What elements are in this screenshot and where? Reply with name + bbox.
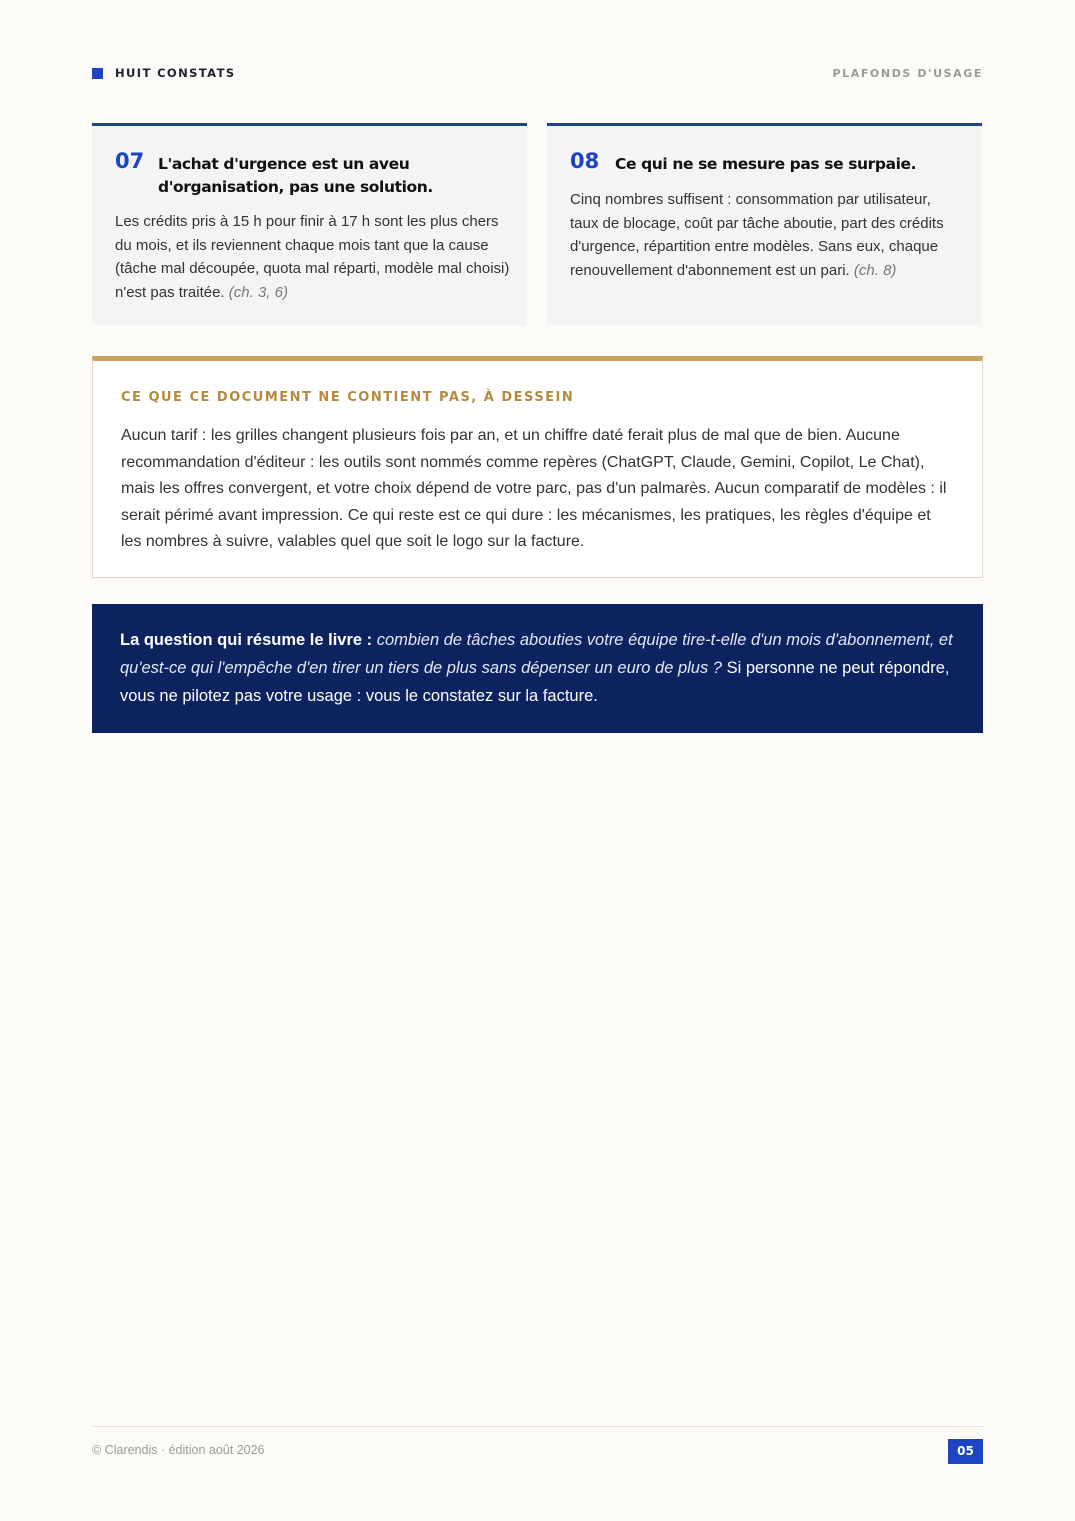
footer-credit: © Clarendis · édition août 2026 bbox=[92, 1443, 265, 1457]
finding-card-08 bbox=[547, 123, 982, 325]
page-number: 05 bbox=[948, 1439, 983, 1464]
finding-number: 08 bbox=[570, 149, 600, 173]
section-marker bbox=[92, 66, 236, 80]
footer-divider bbox=[92, 1426, 983, 1427]
chapter-reference: (ch. 3, 6) bbox=[228, 284, 288, 302]
banner-question: combien de tâches abouties votre équipe tire-t-elle d'un mois d'abonnement, et qu'est-ce qui l'empêche d'en tirer un tiers de plus sans dépenser un euro de plus ? bbox=[120, 631, 953, 677]
disclaimer-label: CE QUE CE DOCUMENT NE CONTIENT PAS, À DESSEIN bbox=[121, 390, 575, 405]
finding-body bbox=[115, 210, 510, 305]
key-question-banner bbox=[92, 604, 983, 733]
finding-text: Cinq nombres suffisent : consommation par utilisateur, taux de blocage, coût par tâche aboutie, part des crédits d'urgence, répartition entre modèles. Sans eux, chaque renouvellement d'abonnement est un pari. bbox=[570, 191, 944, 280]
disclaimer-box bbox=[92, 356, 983, 578]
disclaimer-text: Aucun tarif : les grilles changent plusieurs fois par an, et un chiffre daté ferait plus de mal que de bien. Aucune recommandation d'éditeur : les outils sont nommés comme repères (ChatGPT, Claude, Gemini, Copilot, Le Chat), mais les offres convergent, et votre choix dépend de votre parc, pas d'un palmarès. Aucun comparatif de modèles : il serait périmé avant impression. Ce qui reste est ce qui dure : les mécanismes, les pratiques, les règles d'équipe et les nombres à suivre, valables quel que soit le logo sur la facture. bbox=[121, 427, 947, 551]
chapter-reference: (ch. 8) bbox=[853, 262, 897, 280]
finding-text: Les crédits pris à 15 h pour finir à 17 h sont les plus chers du mois, et ils reviennent chaque mois tant que la cause (tâche mal découpée, quota mal réparti, modèle mal choisi) n'est pas traitée. bbox=[115, 213, 510, 302]
banner-conclusion: Si personne ne peut répondre, vous ne pilotez pas votre usage : vous le constatez sur la facture. bbox=[120, 659, 950, 705]
finding-card-07 bbox=[92, 123, 527, 325]
finding-number: 07 bbox=[115, 149, 145, 173]
section-title: HUIT CONSTATS bbox=[115, 66, 236, 80]
page-header bbox=[92, 66, 983, 84]
finding-title: L'achat d'urgence est un aveu d'organisation, pas une solution. bbox=[158, 155, 433, 196]
finding-body bbox=[570, 188, 962, 283]
finding-title: Ce qui ne se mesure pas se surpaie. bbox=[615, 155, 917, 173]
square-bullet-icon bbox=[92, 68, 103, 79]
banner-lead: La question qui résume le livre : bbox=[120, 631, 373, 649]
running-title: PLAFONDS D'USAGE bbox=[832, 67, 983, 80]
